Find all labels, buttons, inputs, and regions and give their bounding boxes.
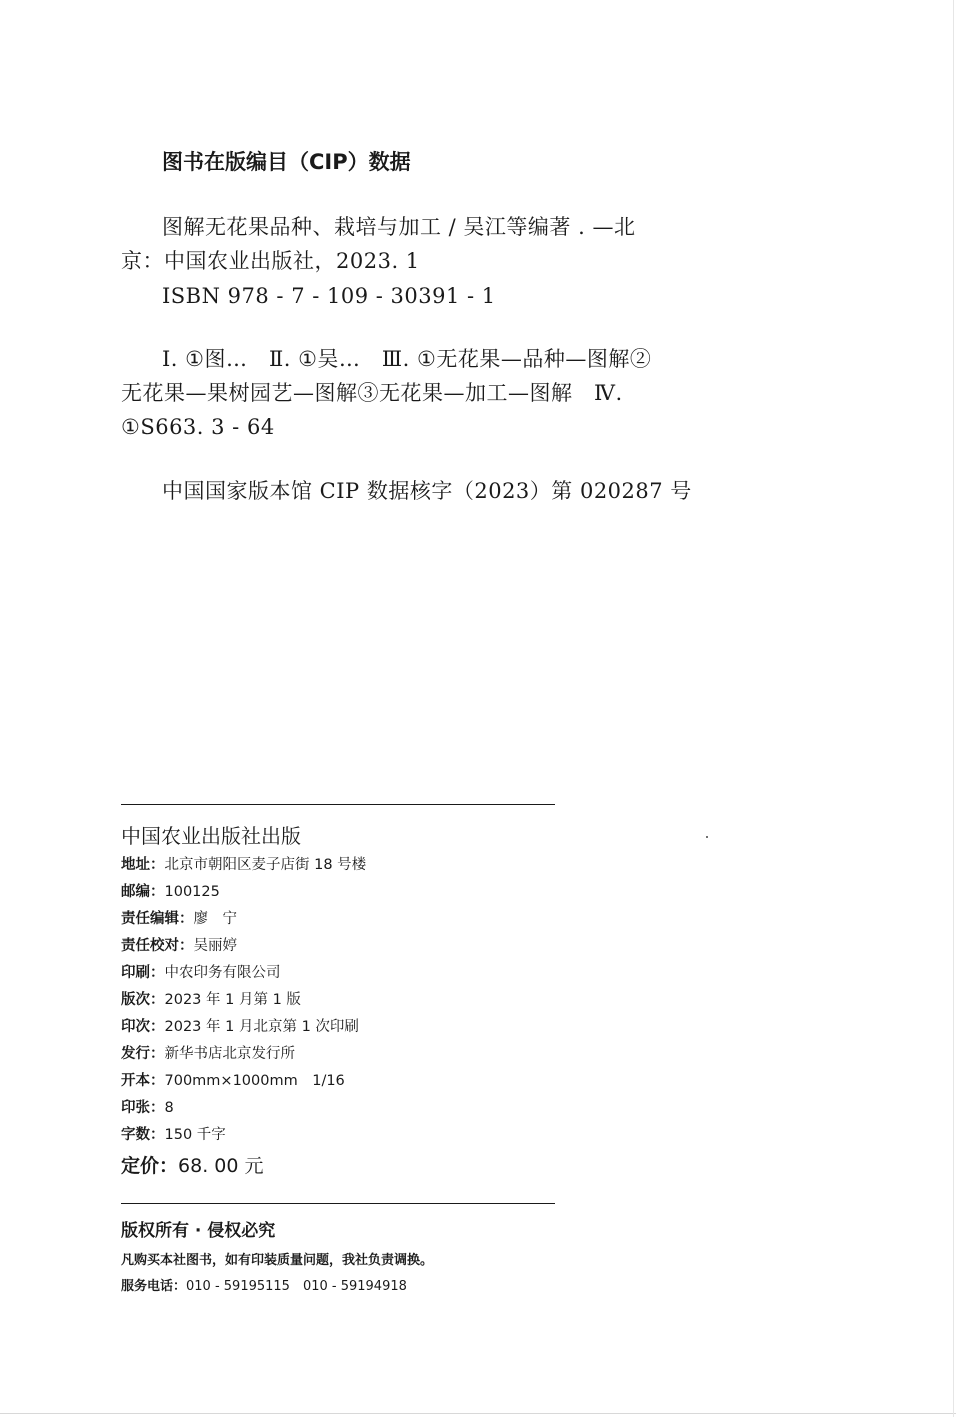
service-phone [121, 1280, 407, 1293]
imprint-label: 印刷： [121, 965, 165, 981]
imprint-value: 2023 年 1 月第 1 版 [164, 992, 301, 1008]
imprint-value: 150 千字 [164, 1127, 226, 1143]
price-label: 定价： [121, 1155, 179, 1177]
divider-top [121, 804, 555, 805]
imprint-label: 发行： [121, 1046, 165, 1062]
imprint-label: 开本： [121, 1073, 165, 1089]
imprint-row-editor [121, 912, 237, 927]
imprint-value: 北京市朝阳区麦子店街 18 号楼 [164, 857, 367, 873]
imprint-row-address [121, 858, 366, 873]
cip-heading: 图书在版编目（CIP）数据 [162, 150, 411, 174]
cip-publisher-line: 京：中国农业出版社，2023. 1 [121, 249, 420, 273]
imprint-row-sheets [121, 1101, 174, 1116]
imprint-row-edition [121, 993, 301, 1008]
imprint-value: 廖 宁 [193, 911, 237, 927]
imprint-label: 责任编辑： [121, 911, 194, 927]
imprint-row-printing [121, 1020, 359, 1035]
cip-title-line: 图解无花果品种、栽培与加工 / 吴江等编著 . —北 [162, 215, 636, 239]
imprint-row-postcode [121, 885, 220, 900]
imprint-value: 新华书店北京发行所 [164, 1046, 295, 1062]
publisher-name: 中国农业出版社出版 [121, 824, 301, 848]
cip-subject-line-1: Ⅰ. ①图… Ⅱ. ①吴… Ⅲ. ①无花果—品种—图解② [162, 347, 652, 371]
imprint-label: 责任校对： [121, 938, 194, 954]
scan-edge-right [953, 0, 954, 1417]
imprint-value: 吴丽婷 [193, 938, 237, 954]
imprint-label: 邮编： [121, 884, 165, 900]
cip-subject-line-2: 无花果—果树园艺—图解③无花果—加工—图解 Ⅳ. [121, 381, 623, 405]
service-phone-value: 010 - 59195115 010 - 59194918 [186, 1279, 407, 1294]
imprint-label: 字数： [121, 1127, 165, 1143]
imprint-label: 版次： [121, 992, 165, 1008]
divider-bottom [121, 1203, 555, 1204]
imprint-value: 8 [164, 1100, 174, 1116]
imprint-row-printer [121, 966, 281, 981]
imprint-label: 印张： [121, 1100, 165, 1116]
service-phone-label: 服务电话： [121, 1279, 187, 1294]
imprint-label: 地址： [121, 857, 165, 873]
price [121, 1157, 264, 1176]
imprint-value: 100125 [164, 884, 220, 900]
scan-speck [706, 836, 708, 838]
price-value: 68. 00 元 [178, 1155, 264, 1177]
imprint-row-proofreader [121, 939, 237, 954]
cip-record-number: 中国国家版本馆 CIP 数据核字（2023）第 020287 号 [162, 479, 692, 503]
copyright-notice: 版权所有 · 侵权必究 [121, 1221, 276, 1241]
imprint-value: 700mm×1000mm 1/16 [164, 1073, 345, 1089]
imprint-value: 中农印务有限公司 [164, 965, 281, 981]
imprint-row-distributor [121, 1047, 295, 1062]
imprint-label: 印次： [121, 1019, 165, 1035]
cip-isbn: ISBN 978 - 7 - 109 - 30391 - 1 [162, 284, 496, 308]
imprint-row-wordcount [121, 1128, 226, 1143]
cip-classification: ①S663. 3 - 64 [121, 415, 275, 439]
exchange-notice: 凡购买本社图书，如有印装质量问题，我社负责调换。 [121, 1253, 434, 1268]
scan-edge-bottom [0, 1413, 956, 1414]
imprint-value: 2023 年 1 月北京第 1 次印刷 [164, 1019, 359, 1035]
imprint-row-format [121, 1074, 345, 1089]
